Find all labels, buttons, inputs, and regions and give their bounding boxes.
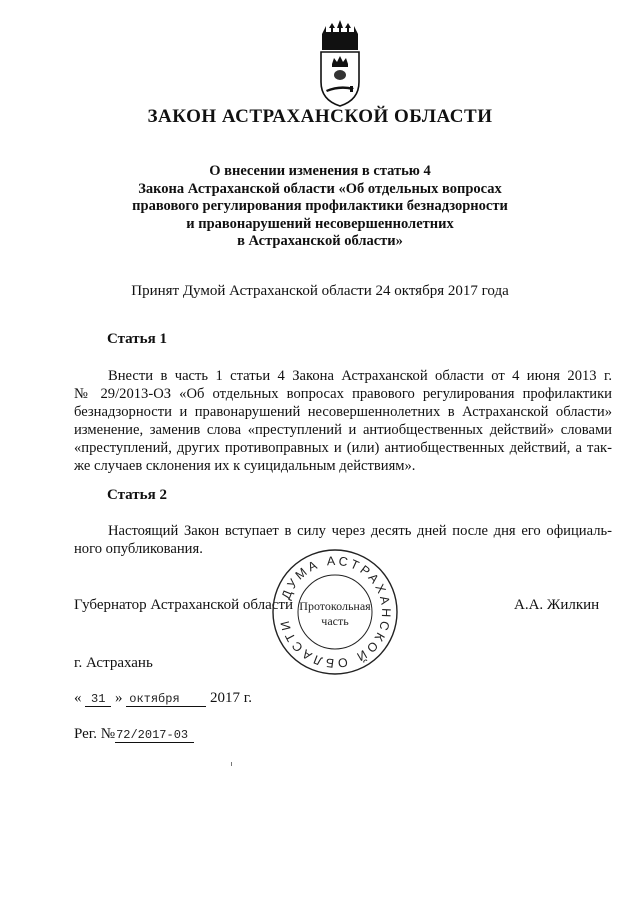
article-1-line: «преступлений, других противоправных и (или) антиобщественных действий, а так-: [74, 440, 612, 456]
article-1-line: изменение, заменив слова «преступлений и антиобщественных действий» словами: [74, 422, 612, 438]
official-stamp: [270, 547, 400, 677]
date-quote-close: »: [115, 690, 123, 706]
article-1-text: [74, 367, 612, 475]
stamp-center-line: часть: [321, 614, 349, 628]
stamp-center-line: Протокольная: [299, 599, 371, 613]
subtitle-line: правового регулирования профилактики безнадзорности: [132, 198, 508, 214]
stamp-ring-text: ДУМА АСТРАХАНСКОЙ ОБЛАСТИ: [277, 553, 394, 671]
date-quote-open: «: [74, 690, 82, 706]
article-1-line: же случаев склонения их к суицидальным действиям».: [74, 458, 416, 474]
article-1-line: № 29/2013-ОЗ «Об отдельных вопросах правового регулирования профилактики: [74, 386, 612, 402]
subtitle-line: О внесении изменения в статью 4: [209, 163, 431, 179]
date-month: октября: [126, 692, 206, 707]
city: г. Астрахань: [74, 655, 153, 671]
subtitle-line: Закона Астраханской области «Об отдельных вопросах: [138, 180, 502, 197]
registration: [74, 726, 194, 743]
signatory-name: А.А. Жилкин: [514, 597, 600, 613]
registration-number: 72/2017-03: [115, 728, 194, 743]
article-1-heading: Статья 1: [107, 331, 167, 347]
signatory-position: Губернатор Астраханской области: [74, 597, 294, 613]
article-2-heading: Статья 2: [107, 487, 167, 503]
law-subtitle: [100, 163, 540, 251]
subtitle-line: и правонарушений несовершеннолетних: [186, 215, 454, 232]
article-2-line: ного опубликования.: [74, 541, 203, 557]
adoption-note: Принят Думой Астраханской области 24 октября 2017 года: [131, 283, 509, 299]
coat-of-arms-icon: [314, 18, 366, 110]
law-title: ЗАКОН АСТРАХАНСКОЙ ОБЛАСТИ: [147, 106, 493, 127]
date-year: 2017 г.: [210, 690, 252, 706]
registration-label: Рег. №: [74, 726, 116, 742]
scan-speck: [231, 762, 232, 766]
article-1-line: Внести в часть 1 статьи 4 Закона Астраханской области от 4 июня 2013 г.: [108, 368, 612, 384]
article-2-line: Настоящий Закон вступает в силу через десять дней после дня его официаль-: [108, 523, 612, 539]
date-day: 31: [85, 692, 111, 707]
subtitle-line: в Астраханской области»: [237, 233, 403, 249]
signing-date: [74, 690, 252, 707]
article-1-line: безнадзорности и правонарушений несовершеннолетних в Астраханской области»: [74, 404, 612, 420]
